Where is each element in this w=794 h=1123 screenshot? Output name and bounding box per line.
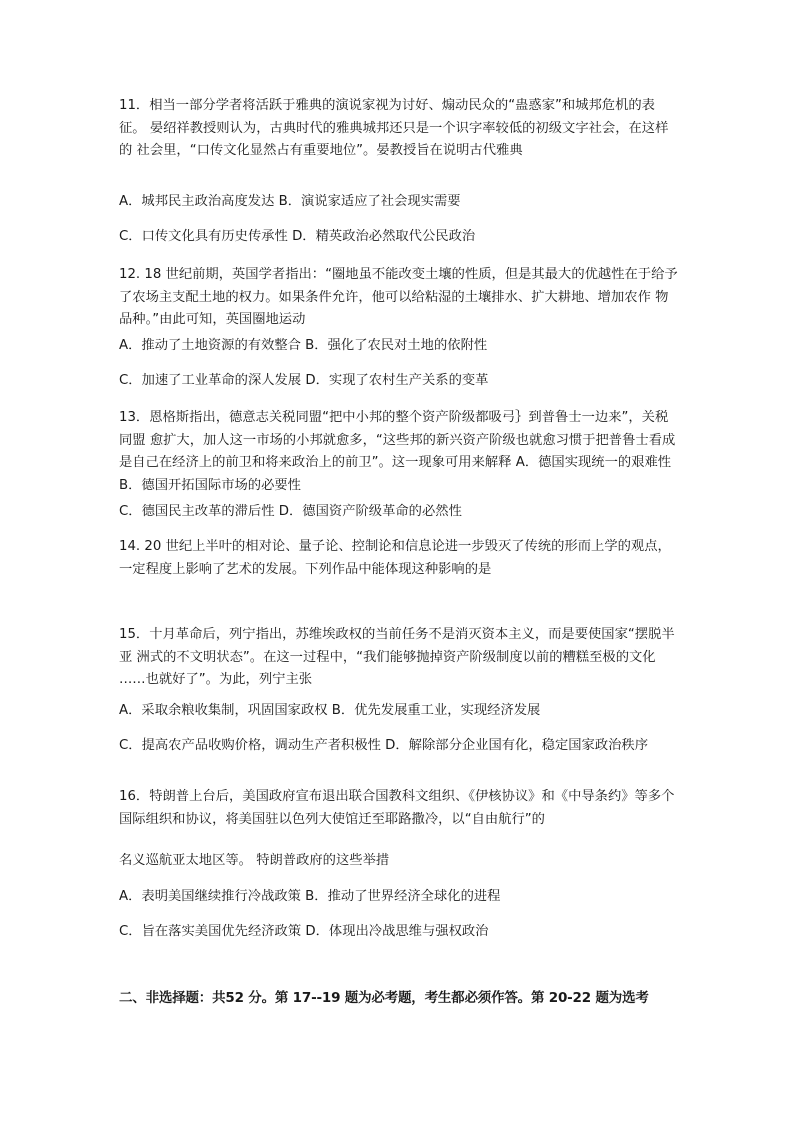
question-15-stem: 15．十月革命后，列宁指出，苏维埃政权的当前任务不是消灭资本主义，而是要使国家“摆脱半亚 洲式的不文明状态”。在这一过程中，“我们能够抛掉资产阶级制度以前的糟糕至极的文化 ……也就好了”。为此，列宁主张 [119, 627, 675, 687]
question-16-option-ab: A．表明美国继续推行冷战政策 B．推动了世界经济全球化的进程 [119, 889, 501, 904]
question-11-option-cd: C．口传文化具有历史传承性 D．精英政治必然取代公民政治 [119, 229, 476, 244]
question-15-option-cd: C．提高农产品收购价格，调动生产者积极性 D．解除部分企业国有化，稳定国家政治秩序 [119, 738, 649, 753]
question-12-stem: 12. 18 世纪前期，英国学者指出：“圈地虽不能改变土壤的性质，但是其最大的优越性在于给予 了农场主支配土地的权力。如果条件允许，他可以给粘湿的土壤排水、扩大耕地、增加农作 物品种。”由此可知，英国圈地运动 [119, 267, 678, 327]
question-13-stem: 13．恩格斯指出，德意志关税同盟“把中小邦的整个资产阶级都吸弓｝到普鲁士一边来”，关税同盟 愈扩大，加人这一市场的小邦就愈多，“这些邦的新兴资产阶级也就愈习惯于把普鲁士看成 是自己在经济上的前卫和将来政治上的前卫”。这一现象可用来解释 A．德国实现统一的艰难性 B．德国开拓国际市场的必要性 [119, 410, 676, 493]
question-11-stem: 11．相当一部分学者将活跃于雅典的演说家视为讨好、煽动民众的“蛊惑家”和城邦危机的表征。 晏绍祥教授则认为，古典时代的雅典城邦还只是一个识字率较低的初级文字社会，在这样的 社会里，“口传文化显然占有重要地位”。晏教授旨在说明古代雅典 [119, 98, 669, 158]
section-heading-non-choice: 二、非选择题：共52 分。第 17--19 题为必考题，考生都必须作答。第 20-22 题为选考 [119, 990, 649, 1006]
question-12-option-ab: A．推动了土地资源的有效整合 B．强化了农民对土地的依附性 [119, 338, 488, 353]
question-15-option-ab: A．采取余粮收集制，巩固国家政权 B．优先发展重工业，实现经济发展 [119, 703, 541, 718]
question-16-option-cd: C．旨在落实美国优先经济政策 D．体现出冷战思维与强权政治 [119, 924, 489, 939]
question-14-stem: 14. 20 世纪上半叶的相对论、量子论、控制论和信息论进一步毁灭了传统的形而上学的观点，一定程度上影响了艺术的发展。下列作品中能体现这种影响的是 [119, 539, 671, 577]
question-12-option-cd: C．加速了工业革命的深人发展 D．实现了农村生产关系的变革 [119, 373, 489, 388]
question-16-stem-continued: 名义巡航亚太地区等。 特朗普政府的这些举措 [119, 853, 390, 868]
question-11-option-ab: A．城邦民主政治高度发达 B．演说家适应了社会现实需要 [119, 194, 461, 209]
question-13-option-cd: C．德国民主改革的滞后性 D．德国资产阶级革命的必然性 [119, 504, 462, 519]
question-16-stem: 16．特朗普上台后，美国政府宣布退出联合国教科文组织、《伊核协议》和《中导条约》等多个国际组织和协议，将美国驻以色列大使馆迁至耶路撒冷，以“自由航行”的 [119, 789, 675, 827]
